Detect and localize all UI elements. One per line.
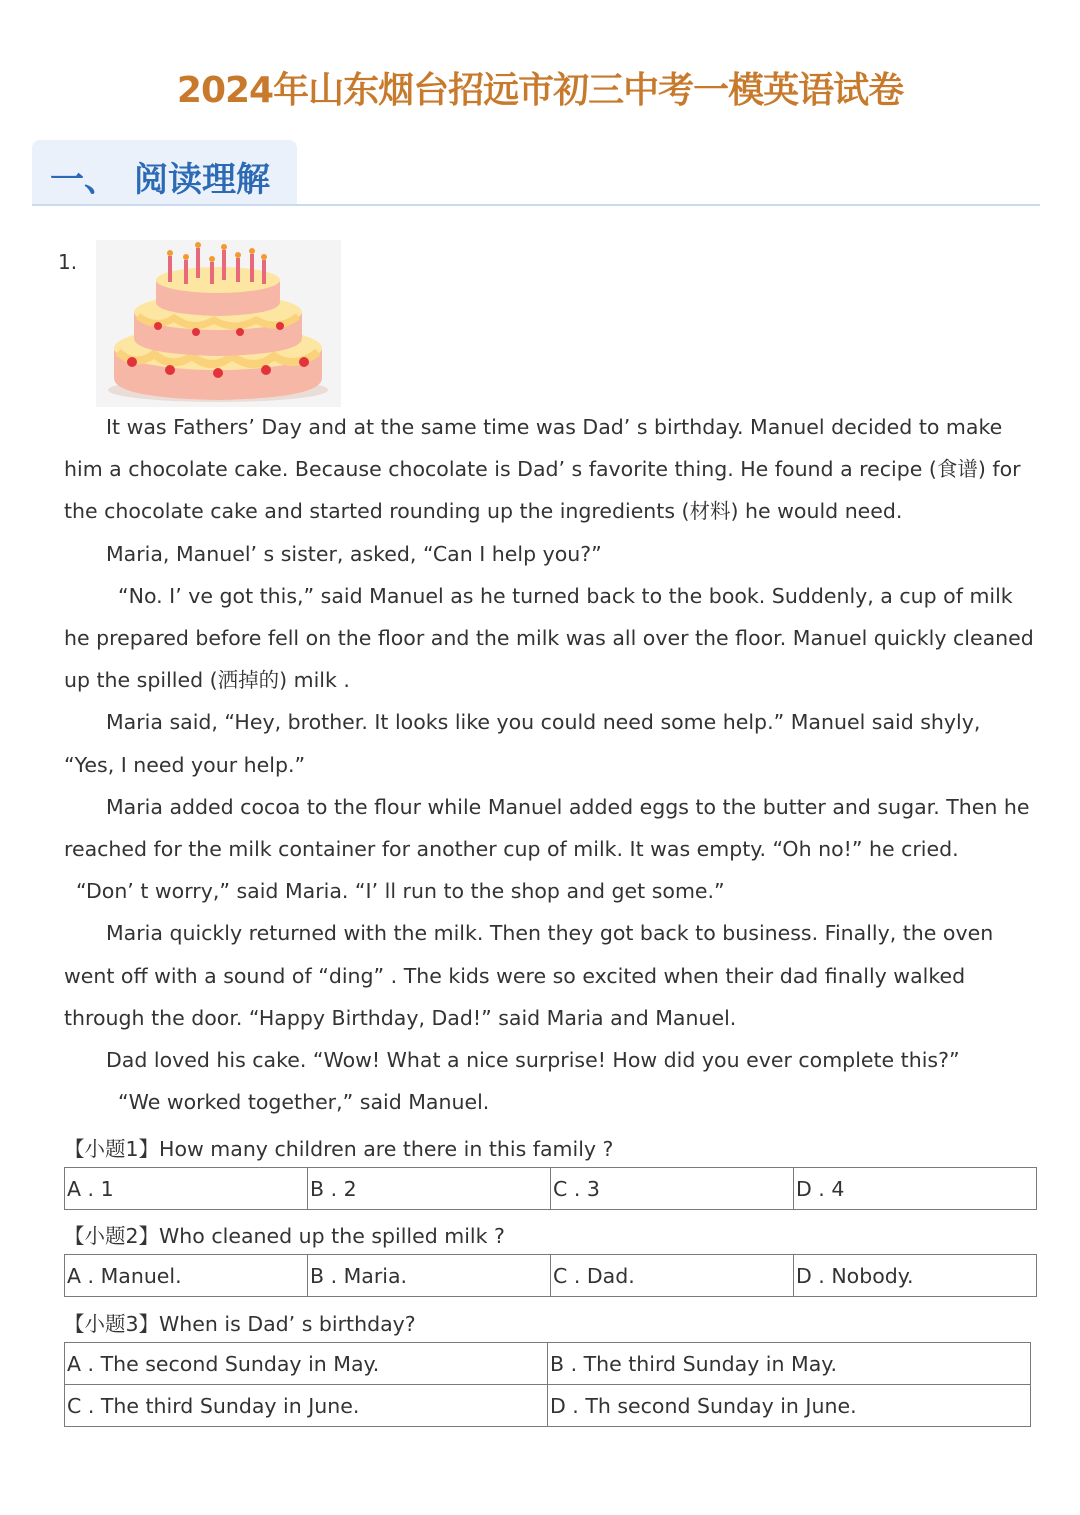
passage-paragraph: “No. I’ ve got this,” said Manuel as he turned back to the book. Suddenly, a cup of milk he prepared before fell on the floor and the milk was all over the floor. Manuel quickly cleaned up the spilled (洒掉的) milk . [64, 583, 1034, 693]
section-number: 一、 [50, 160, 118, 200]
passage-paragraph: “Don’ t worry,” said Maria. “I’ ll run to the shop and get some.” [76, 879, 725, 904]
birthday-cake-image [96, 240, 341, 407]
option-c[interactable]: C . 3 [551, 1168, 794, 1210]
option-d[interactable]: D . Nobody. [794, 1255, 1037, 1297]
passage-paragraph: Maria added cocoa to the flour while Manuel added eggs to the butter and sugar. Then he reached for the milk container for another cup of milk. It was empty. “Oh no!” he cried. [64, 794, 1030, 862]
option-b[interactable]: B . Maria. [308, 1255, 551, 1297]
passage-paragraph: Maria said, “Hey, brother. It looks like you could need some help.” Manuel said shyly, “Yes, I need your help.” [64, 710, 981, 777]
subquestion-1-label: 【小题1】How many children are there in this family ? [64, 1137, 614, 1161]
subquestion-2-options [64, 1254, 1037, 1297]
subquestion-3-label: 【小题3】When is Dad’ s birthday? [64, 1312, 416, 1336]
passage-paragraph: Maria quickly returned with the milk. Then they got back to business. Finally, the oven went off with a sound of “ding” . The kids were so excited when their dad finally walked through the door. “Happy Birthday, Dad!” said Maria and Manuel. [64, 921, 994, 1030]
option-a[interactable]: A . The second Sunday in May. [65, 1343, 548, 1385]
option-b[interactable]: B . 2 [308, 1168, 551, 1210]
section-header [32, 140, 297, 204]
option-c[interactable]: C . The third Sunday in June. [65, 1385, 548, 1427]
question-number: 1. [58, 250, 78, 274]
page-title: 2024年山东烟台招远市初三中考一模英语试卷 [176, 70, 904, 111]
option-d[interactable]: D . Th second Sunday in June. [548, 1385, 1031, 1427]
passage-paragraph: Maria, Manuel’ s sister, asked, “Can I help you?” [106, 541, 602, 566]
option-d[interactable]: D . 4 [794, 1168, 1037, 1210]
option-c[interactable]: C . Dad. [551, 1255, 794, 1297]
option-b[interactable]: B . The third Sunday in May. [548, 1343, 1031, 1385]
section-divider [32, 204, 1040, 206]
subquestion-3-options [64, 1342, 1031, 1427]
passage-paragraph: It was Fathers’ Day and at the same time was Dad’ s birthday. Manuel decided to make him a chocolate cake. Because chocolate is Dad’ s favorite thing. He found a recipe (食谱) for the chocolate cake and started rounding up the ingredients (材料) he would need. [64, 415, 1021, 524]
option-a[interactable]: A . Manuel. [65, 1255, 308, 1297]
reading-passage [64, 406, 1034, 1123]
passage-paragraph: Dad loved his cake. “Wow! What a nice surprise! How did you ever complete this?” [106, 1048, 960, 1073]
option-a[interactable]: A . 1 [65, 1168, 308, 1210]
subquestion-1-options [64, 1167, 1037, 1210]
section-label: 阅读理解 [134, 160, 270, 200]
subquestion-2-label: 【小题2】Who cleaned up the spilled milk ? [64, 1224, 505, 1248]
passage-paragraph: “We worked together,” said Manuel. [118, 1090, 490, 1115]
